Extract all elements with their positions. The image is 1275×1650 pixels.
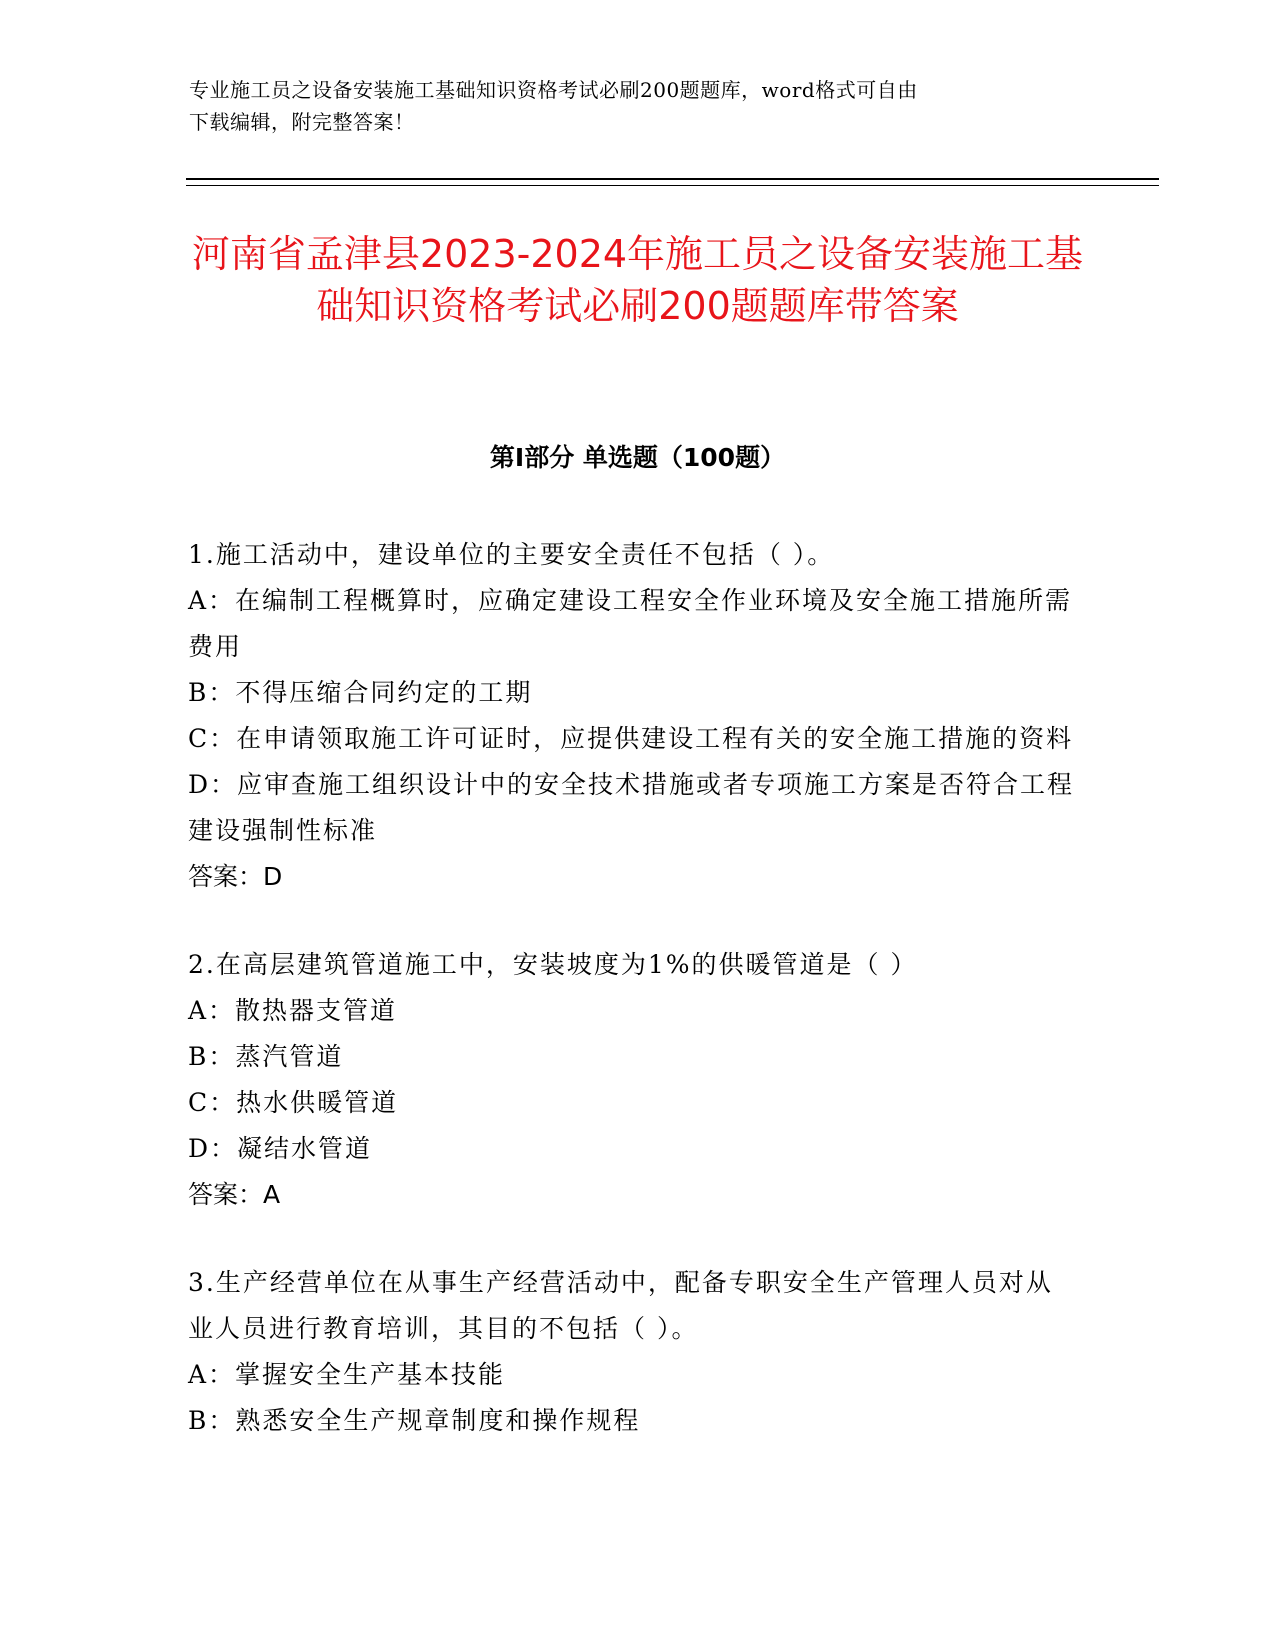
question-list	[188, 532, 1078, 1486]
option-d: D：凝结水管道	[188, 1134, 373, 1163]
option-a: A：掌握安全生产基本技能	[188, 1360, 506, 1389]
option-a: A：在编制工程概算时，应确定建设工程安全作业环境及安全施工措施所需费用	[188, 586, 1073, 661]
answer: 答案：D	[188, 862, 283, 891]
question-stem: 3.生产经营单位在从事生产经营活动中，配备专职安全生产管理人员对从业人员进行教育培训，其目的不包括（ ）。	[188, 1268, 1053, 1343]
header-line-1: 专业施工员之设备安装施工基础知识资格考试必刷200题题库，word格式可自由	[189, 78, 918, 102]
header-rule-thin	[186, 185, 1159, 186]
option-c: C：在申请领取施工许可证时，应提供建设工程有关的安全施工措施的资料	[188, 724, 1074, 753]
answer: 答案：A	[188, 1180, 281, 1209]
option-d: D：应审查施工组织设计中的安全技术措施或者专项施工方案是否符合工程建设强制性标准	[188, 770, 1075, 845]
question-3	[188, 1260, 1078, 1444]
option-a: A：散热器支管道	[188, 996, 398, 1025]
section-heading: 第Ⅰ部分 单选题（100题）	[489, 443, 786, 472]
option-b: B：不得压缩合同约定的工期	[188, 678, 533, 707]
page-header	[189, 74, 1089, 138]
option-b: B：熟悉安全生产规章制度和操作规程	[188, 1406, 641, 1435]
header-rule-thick	[186, 178, 1159, 180]
option-b: B：蒸汽管道	[188, 1042, 344, 1071]
question-1	[188, 532, 1078, 900]
header-line-2: 下载编辑，附完整答案！	[189, 110, 415, 134]
question-2	[188, 942, 1078, 1218]
question-stem: 1.施工活动中，建设单位的主要安全责任不包括（ ）。	[188, 540, 835, 569]
document-title: 河南省孟津县2023-2024年施工员之设备安装施工基础知识资格考试必刷200题题库带答案	[191, 232, 1084, 328]
question-stem: 2.在高层建筑管道施工中，安装坡度为1%的供暖管道是（ ）	[188, 950, 918, 979]
option-c: C：热水供暖管道	[188, 1088, 399, 1117]
